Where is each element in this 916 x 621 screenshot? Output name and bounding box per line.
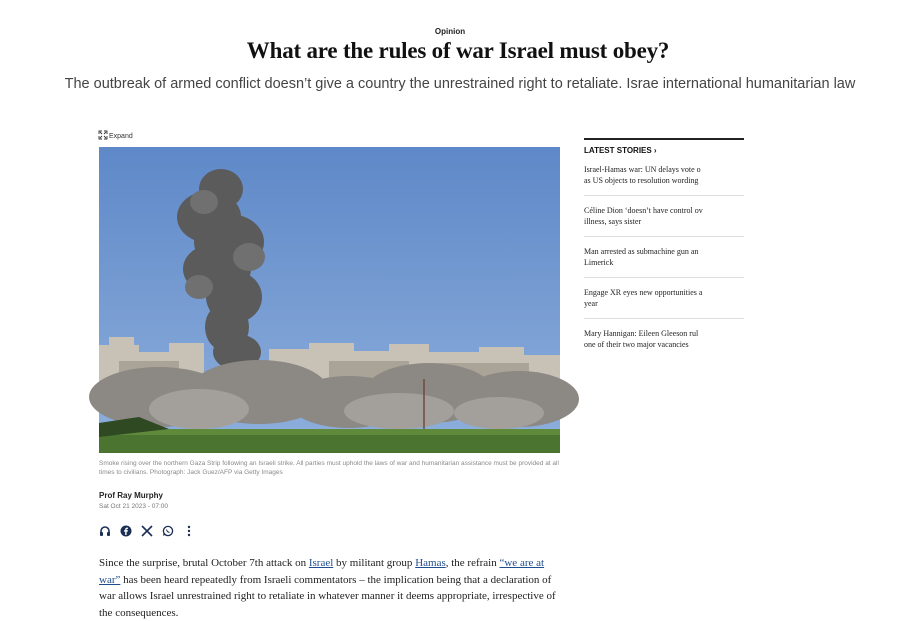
story-item[interactable] — [584, 196, 744, 237]
page-title: What are the rules of war Israel must obey? — [246, 38, 670, 63]
story-title: Israel-Hamas war: UN delays vote o — [584, 165, 701, 174]
story-title: Limerick — [584, 258, 614, 267]
standfirst: The outbreak of armed conflict doesn’t give a country the unrestrained right to retaliate. Israe international humanitarian law — [64, 76, 856, 92]
link-we-are-at-war[interactable]: “we are at war” — [99, 557, 545, 586]
publish-date: Sat Oct 21 2023 - 07:00 — [99, 503, 169, 510]
article-text: by militant group — [333, 557, 416, 569]
expand-icon — [99, 131, 107, 141]
story-item[interactable] — [584, 155, 744, 196]
story-title: Engage XR eyes new opportunities a — [584, 288, 703, 297]
story-title: Man arrested as submachine gun an — [584, 247, 699, 256]
article-text: , the refrain — [445, 557, 500, 569]
story-list — [584, 155, 744, 359]
hero-image[interactable] — [99, 147, 560, 453]
facebook-icon[interactable] — [120, 525, 132, 537]
image-caption: Smoke rising over the northern Gaza Strip following an Israeli strike. All parties must uphold the laws of war and humanitarian assistance must be provided at all times to civilians. Photograph: Jack Guez/AFP via Getty Images — [99, 460, 559, 476]
sidebar-divider — [584, 138, 744, 140]
expand-label: Expand — [109, 132, 133, 140]
latest-stories-heading[interactable]: LATEST STORIES › — [584, 146, 657, 155]
x-icon[interactable] — [141, 525, 153, 537]
story-title: Mary Hannigan: Eileen Gleeson rul — [584, 329, 699, 338]
expand-button[interactable] — [99, 131, 133, 141]
story-title: one of their two major vacancies — [584, 340, 689, 349]
story-item[interactable] — [584, 237, 744, 278]
story-item[interactable] — [584, 278, 744, 319]
link-israel[interactable]: Israel — [308, 557, 334, 569]
author-name[interactable]: Prof Ray Murphy — [99, 491, 164, 500]
headphones-icon[interactable] — [99, 525, 111, 537]
story-title: year — [584, 299, 598, 308]
story-title: illness, says sister — [584, 217, 642, 226]
article-text: has been heard repeatedly from Israeli commentators – the implication being that a declaration of war allows Israel unrestrained right to retaliate in whatever manner it deems appropriate, irrespective of the consequences. — [99, 573, 556, 619]
article-text: Since the surprise, brutal October 7th attack on — [99, 557, 309, 569]
share-bar — [99, 525, 195, 537]
article-body — [99, 555, 559, 621]
story-title: Céline Dion ‘doesn’t have control ov — [584, 206, 703, 215]
more-icon[interactable] — [183, 525, 195, 537]
latest-stories-sidebar — [584, 138, 744, 359]
whatsapp-icon[interactable] — [162, 525, 174, 537]
link-hamas[interactable]: Hamas — [415, 557, 446, 569]
story-title: as US objects to resolution wording — [584, 176, 699, 185]
story-item[interactable] — [584, 319, 744, 359]
section-label[interactable]: Opinion — [434, 27, 466, 36]
